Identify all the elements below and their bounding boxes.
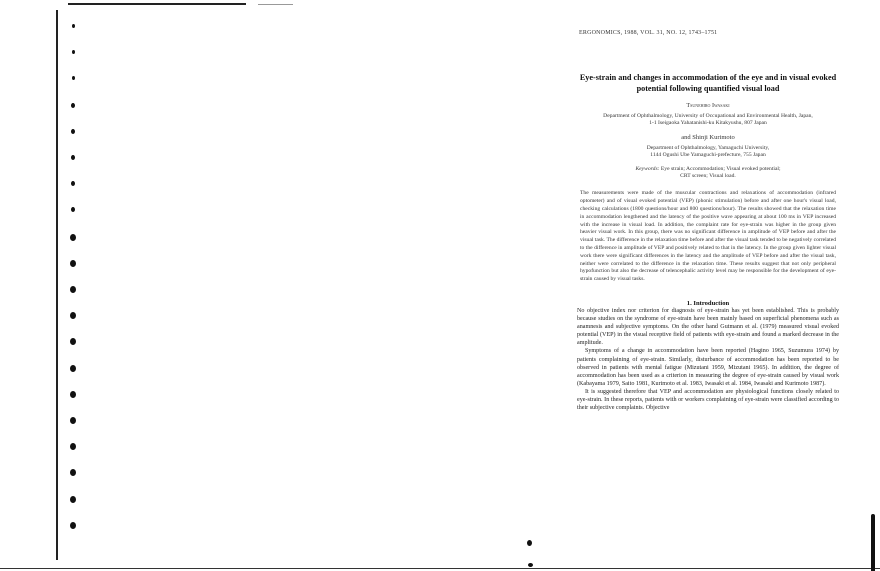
keywords-label: Keywords: xyxy=(635,165,660,172)
scan-edge-line-bottom xyxy=(0,568,880,569)
scan-edge-line-top xyxy=(68,3,246,5)
paper-page xyxy=(577,30,839,412)
binding-hole xyxy=(70,443,76,450)
scan-edge-bar-right xyxy=(871,514,875,571)
scan-edge-line-top-faint xyxy=(258,4,293,5)
binding-hole xyxy=(71,103,75,108)
scan-edge-line-left xyxy=(56,10,58,560)
affiliation-1-line-2: 1-1 Iseigaoka Yahatanishi-ku Kitakyushu, 807 Japan xyxy=(649,120,767,127)
stray-dot xyxy=(528,563,533,567)
section-heading-introduction: 1. Introduction xyxy=(686,300,730,307)
binding-hole xyxy=(71,207,75,212)
paragraph-2: Symptoms of a change in accommodation have been reported (Hagino 1965, Suzumura 1974) by patients complaining of eye-strain. Similarly, disturbance of accommodation has been reported to be observed in patients with mental fatigue (Mizutani 1959, Mizutani 1965). In addition, the degree of accommodation has been used as a criterion in measuring the degree of eye-strain caused by visual work (Kabayama 1979, Saito 1981, Kurimoto et al. 1983, Iwasaki et al. 1984, Iwasaki and Kurimoto 1987). xyxy=(577,348,839,387)
binding-hole xyxy=(70,391,76,398)
author-1: Tsunehiro Iwasaki xyxy=(686,102,730,109)
affiliation-1-line-1: Department of Ophthalmology, University of Occupational and Environmental Health, Japan, xyxy=(603,113,813,119)
binding-hole xyxy=(72,50,75,54)
binding-hole xyxy=(71,129,75,134)
affiliation-1 xyxy=(577,113,839,128)
keywords-line-2: CRT screen; Visual load. xyxy=(680,173,736,180)
binding-hole xyxy=(70,469,76,476)
binding-hole xyxy=(70,286,76,293)
binding-hole xyxy=(70,417,76,424)
binding-hole xyxy=(71,155,75,160)
keywords-line-1: Eye strain; Accommodation; Visual evoked potential; xyxy=(660,165,781,172)
affiliation-2-line-1: Department of Ophthalmology, Yamaguchi University, xyxy=(646,144,770,151)
binding-hole xyxy=(70,496,76,503)
binding-hole xyxy=(70,260,76,267)
journal-citation: ERGONOMICS, 1988, VOL. 31, NO. 12, 1743–1751 xyxy=(579,30,718,36)
affiliation-2-line-2: 1144 Ogushi Ube Yamaguchi-prefecture, 755 Japan xyxy=(650,152,766,159)
binding-hole xyxy=(71,181,75,186)
binding-hole xyxy=(70,312,76,319)
paper-title: Eye-strain and changes in accommodation of the eye and in visual evoked potential following quantified visual load xyxy=(579,73,837,93)
binding-hole xyxy=(72,76,75,80)
author-2: and Shinji Kurimoto xyxy=(681,133,735,141)
stray-dot xyxy=(527,540,532,546)
binding-hole xyxy=(70,365,76,372)
keywords xyxy=(577,166,839,181)
paragraph-3: It is suggested therefore that VEP and accommodation are physiological functions closely related to eye-strain. In these reports, patients with or workers complaining of eye-strain were classified according to their subjective complaints. Objective xyxy=(577,388,839,412)
binding-hole xyxy=(70,234,76,241)
abstract: The measurements were made of the muscular contractions and relaxations of accommodation (infrared optometer) and of visual evoked potential (VEP) (phonic stimulation) before and after one hour's visual load, checking calculations (1800 questions/hour and 800 questions/hour). The results showed that the relaxation time in accommodation lengthened and the latency of the positive wave appearing at about 100 ms in VEP increased with the increase in visual load. In addition, the complaint rate for eye-strain was higher in the group given heavier visual work. In this group, there was no significant difference in amplitude of VEP before and after the visual task. The difference in the relaxation time before and after the visual task tended to be negatively correlated to the difference in amplitude of VEP and positively related to that in the latency. In the group given lighter visual work there were significant differences in the latency and the amplitude of VEP before and after the visual task, neither were correlated to the difference in the relaxation time. These results suggest that not only peripheral hypofunction but also the decrease of telencephalic activity level may be responsible for the development of eye-strain caused by visual tasks. xyxy=(580,190,836,283)
binding-hole xyxy=(70,338,76,345)
affiliation-2 xyxy=(577,145,839,160)
paragraph-1: No objective index nor criterion for diagnosis of eye-strain has yet been established. This is probably because studies on the syndrome of eye-strain have been mainly based on superficial phenomena such as anamnesis and subjective symptoms. On the other hand Gutmann et al. (1979) measured visual evoked potential (VEP) in the visual receptive field of patients with eye-strain and found a marked decrease in the amplitude. xyxy=(577,308,839,347)
binding-hole xyxy=(72,24,75,28)
binding-hole xyxy=(70,522,76,529)
